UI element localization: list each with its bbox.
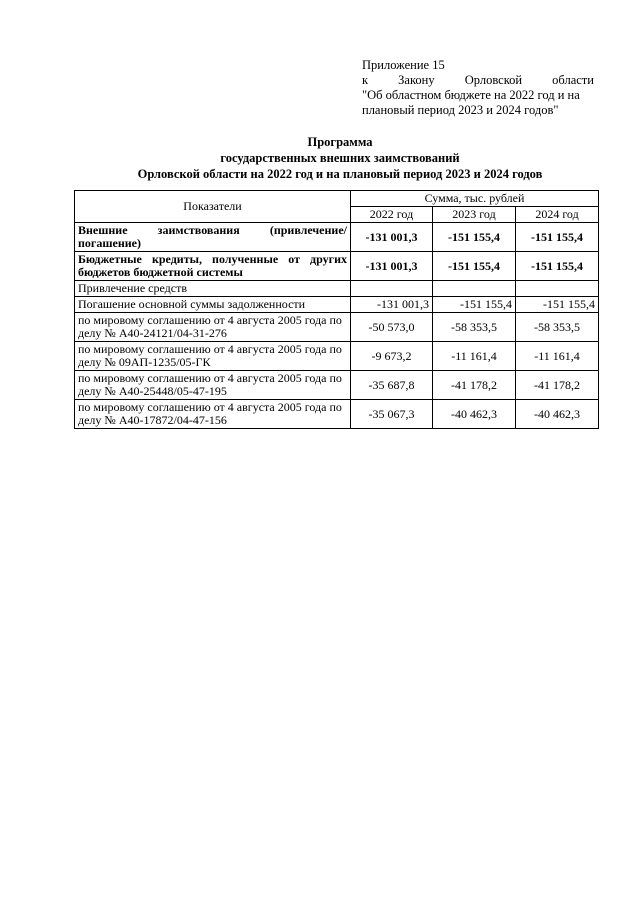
title-line-1: Программа (307, 135, 373, 149)
row-label: по мировому соглашению от 4 августа 2005 года по делу № А40-17872/04-47-156 (75, 400, 351, 429)
value-2022: -35 687,8 (351, 371, 433, 400)
row-label: по мировому соглашению от 4 августа 2005 года по делу № А40-24121/04-31-276 (75, 313, 351, 342)
annex-line-1: Приложение 15 (362, 58, 445, 72)
title-line-3: Орловской области на 2022 год и на плановый период 2023 и 2024 годов (137, 167, 543, 181)
value-2024: -151 155,4 (516, 223, 599, 252)
header-year-2022: 2022 год (351, 207, 433, 223)
row-label: Привлечение средств (75, 281, 351, 297)
table-row (75, 281, 599, 297)
table-row (75, 342, 599, 371)
table-row (75, 400, 599, 429)
value-2024: -151 155,4 (516, 297, 599, 313)
value-2024 (516, 281, 599, 297)
value-2023: -151 155,4 (433, 297, 516, 313)
row-label: Внешние заимствования (привлечение/погашение) (75, 223, 351, 252)
header-year-2023: 2023 год (433, 207, 516, 223)
value-2022: -9 673,2 (351, 342, 433, 371)
value-2024: -58 353,5 (516, 313, 599, 342)
value-2024: -40 462,3 (516, 400, 599, 429)
annex-line-4: плановый период 2023 и 2024 годов" (362, 103, 559, 117)
value-2022: -131 001,3 (351, 252, 433, 281)
value-2023: -11 161,4 (433, 342, 516, 371)
table-row (75, 223, 599, 252)
value-2024: -151 155,4 (516, 252, 599, 281)
row-label: по мировому соглашению от 4 августа 2005 года по делу № А40-25448/05-47-195 (75, 371, 351, 400)
value-2024: -11 161,4 (516, 342, 599, 371)
table-row (75, 371, 599, 400)
value-2022: -50 573,0 (351, 313, 433, 342)
annex-k: к (362, 73, 369, 87)
header-indicator: Показатели (75, 191, 351, 223)
annex-line-2 (362, 73, 594, 88)
annex-block (362, 58, 594, 118)
header-sum: Сумма, тыс. рублей (351, 191, 599, 207)
value-2023: -151 155,4 (433, 223, 516, 252)
value-2024: -41 178,2 (516, 371, 599, 400)
value-2023 (433, 281, 516, 297)
value-2022: -131 001,3 (351, 223, 433, 252)
annex-obl: области (552, 73, 594, 87)
header-year-2024: 2024 год (516, 207, 599, 223)
annex-law: Закону (398, 73, 435, 87)
row-label: по мировому соглашению от 4 августа 2005 года по делу № 09АП-1235/05-ГК (75, 342, 351, 371)
value-2023: -40 462,3 (433, 400, 516, 429)
value-2023: -151 155,4 (433, 252, 516, 281)
row-label: Бюджетные кредиты, полученные от других бюджетов бюджетной системы (75, 252, 351, 281)
row-label: Погашение основной суммы задолженности (75, 297, 351, 313)
table-row (75, 297, 599, 313)
value-2023: -58 353,5 (433, 313, 516, 342)
document-title (90, 134, 590, 182)
annex-region: Орловской (464, 73, 523, 87)
table-row (75, 313, 599, 342)
value-2022 (351, 281, 433, 297)
value-2022: -131 001,3 (351, 297, 433, 313)
table-row (75, 252, 599, 281)
borrowing-program-table (74, 190, 599, 429)
value-2022: -35 067,3 (351, 400, 433, 429)
annex-line-3: "Об областном бюджете на 2022 год и на (362, 88, 580, 102)
value-2023: -41 178,2 (433, 371, 516, 400)
title-line-2: государственных внешних заимствований (220, 151, 460, 165)
